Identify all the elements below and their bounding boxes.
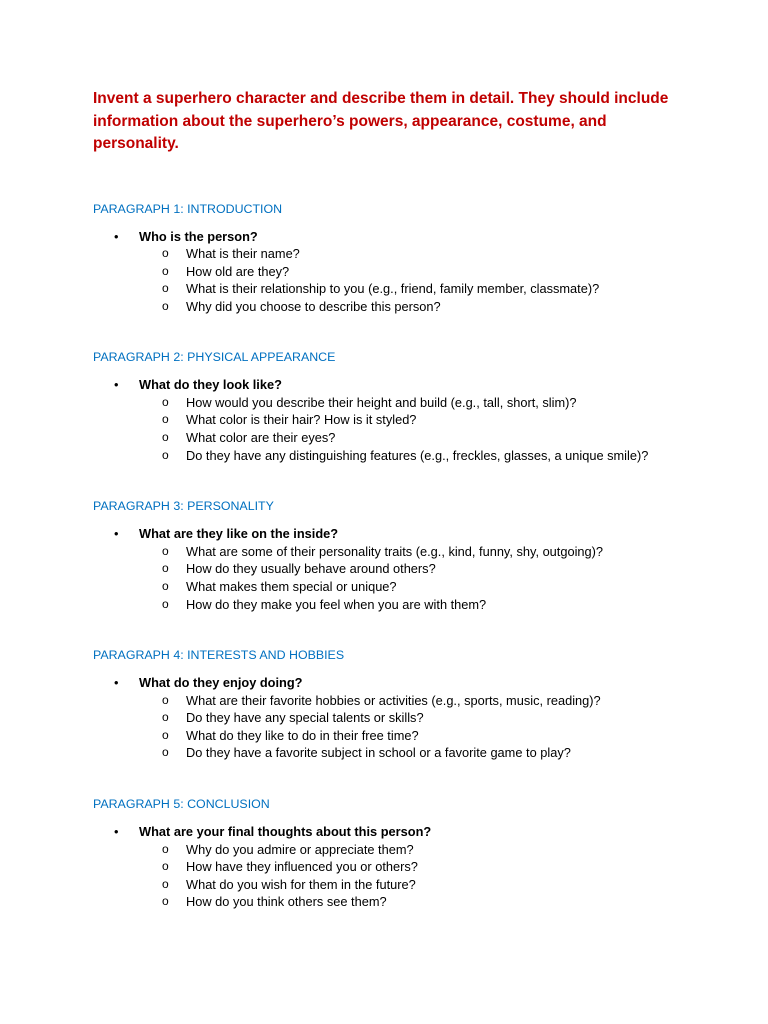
sub-question-list bbox=[93, 841, 768, 911]
sub-question-text: What is their name? bbox=[186, 246, 300, 261]
sub-question-item bbox=[93, 263, 768, 281]
sub-question-text: Do they have any distinguishing features (e.g., freckles, glasses, a unique smile)? bbox=[186, 447, 649, 463]
sub-question-text: How do you think others see them? bbox=[186, 894, 387, 910]
circle-bullet-icon: o bbox=[162, 596, 169, 611]
circle-bullet-icon: o bbox=[162, 876, 169, 891]
circle-bullet-icon: o bbox=[162, 745, 169, 760]
main-question-text: What are they like on the inside? bbox=[139, 526, 339, 542]
section-heading: PARAGRAPH 1: INTRODUCTION bbox=[93, 201, 283, 216]
sub-question-item bbox=[93, 709, 768, 727]
main-question-item bbox=[93, 228, 768, 246]
sub-question-item bbox=[93, 280, 768, 298]
paragraph-section-3 bbox=[93, 498, 768, 613]
circle-bullet-icon: o bbox=[162, 412, 169, 427]
sub-question-item bbox=[93, 411, 768, 429]
sub-question-item bbox=[93, 841, 768, 859]
sub-question-item bbox=[93, 578, 768, 596]
main-question-text: What are your final thoughts about this person? bbox=[139, 824, 432, 839]
circle-bullet-icon: o bbox=[162, 281, 169, 296]
circle-bullet-icon: o bbox=[162, 430, 169, 445]
sub-question-item bbox=[93, 692, 768, 710]
circle-bullet-icon: o bbox=[162, 841, 169, 856]
sub-question-item bbox=[93, 876, 768, 894]
sub-question-item bbox=[93, 858, 768, 876]
section-heading: PARAGRAPH 5: CONCLUSION bbox=[93, 797, 270, 811]
sub-question-text: How have they influenced you or others? bbox=[186, 859, 418, 875]
circle-bullet-icon: o bbox=[162, 263, 169, 278]
main-question-item bbox=[93, 525, 768, 543]
sub-question-item bbox=[93, 298, 768, 316]
sub-question-item bbox=[93, 560, 768, 578]
bullet-icon: • bbox=[114, 824, 119, 839]
sub-question-text: How old are they? bbox=[186, 263, 290, 279]
sub-question-text: How do they make you feel when you are with them? bbox=[186, 596, 487, 612]
circle-bullet-icon: o bbox=[162, 859, 169, 874]
paragraph-section-5 bbox=[93, 796, 768, 911]
sub-question-text: What do they like to do in their free time? bbox=[186, 727, 419, 743]
circle-bullet-icon: o bbox=[162, 561, 169, 576]
sub-question-list bbox=[93, 543, 768, 613]
circle-bullet-icon: o bbox=[162, 692, 169, 707]
circle-bullet-icon: o bbox=[162, 578, 169, 593]
circle-bullet-icon: o bbox=[162, 298, 169, 313]
bullet-icon: • bbox=[114, 675, 119, 691]
bullet-icon: • bbox=[114, 228, 119, 244]
circle-bullet-icon: o bbox=[162, 894, 169, 909]
sections-container bbox=[93, 201, 768, 911]
sub-question-list bbox=[93, 692, 768, 762]
main-question-text: Who is the person? bbox=[139, 228, 258, 244]
section-heading: PARAGRAPH 4: INTERESTS AND HOBBIES bbox=[93, 648, 345, 663]
main-question-item bbox=[93, 376, 768, 394]
section-heading: PARAGRAPH 3: PERSONALITY bbox=[93, 499, 274, 514]
sub-question-text: What is their relationship to you (e.g., friend, family member, classmate)? bbox=[186, 281, 600, 297]
paragraph-section-2 bbox=[93, 349, 768, 464]
circle-bullet-icon: o bbox=[162, 543, 169, 558]
sub-question-item bbox=[93, 727, 768, 745]
circle-bullet-icon: o bbox=[162, 710, 169, 725]
sub-question-text: How would you describe their height and build (e.g., tall, short, slim)? bbox=[186, 394, 577, 410]
paragraph-section-1 bbox=[93, 201, 768, 316]
sub-question-text: What are their favorite hobbies or activities (e.g., sports, music, reading)? bbox=[186, 692, 601, 708]
circle-bullet-icon: o bbox=[162, 246, 169, 260]
sub-question-text: What color is their hair? How is it styled? bbox=[186, 412, 417, 428]
sub-question-text: What color are their eyes? bbox=[186, 430, 336, 446]
sub-question-item bbox=[93, 893, 768, 911]
sub-question-item bbox=[93, 245, 768, 263]
sub-question-text: What do you wish for them in the future? bbox=[186, 876, 416, 892]
circle-bullet-icon: o bbox=[162, 394, 169, 409]
sub-question-text: Do they have any special talents or skills? bbox=[186, 710, 424, 726]
main-question-text: What do they enjoy doing? bbox=[139, 675, 303, 691]
circle-bullet-icon: o bbox=[162, 447, 169, 462]
sub-question-list bbox=[93, 394, 768, 464]
circle-bullet-icon: o bbox=[162, 727, 169, 742]
sub-question-text: What are some of their personality traits (e.g., kind, funny, shy, outgoing)? bbox=[186, 543, 604, 559]
bullet-icon: • bbox=[114, 377, 119, 393]
assignment-prompt: Invent a superhero character and describe them in detail. They should include information about the superhero’s powers, appearance, costume, and personality. bbox=[93, 90, 669, 152]
sub-question-text: What makes them special or unique? bbox=[186, 578, 397, 594]
main-question-text: What do they look like? bbox=[139, 377, 282, 393]
main-question-item bbox=[93, 674, 768, 692]
sub-question-text: Why do you admire or appreciate them? bbox=[186, 841, 414, 857]
sub-question-item bbox=[93, 543, 768, 561]
section-heading: PARAGRAPH 2: PHYSICAL APPEARANCE bbox=[93, 350, 336, 365]
sub-question-item bbox=[93, 596, 768, 614]
paragraph-section-4 bbox=[93, 647, 768, 762]
bullet-icon: • bbox=[114, 526, 119, 542]
sub-question-list bbox=[93, 245, 768, 315]
sub-question-item bbox=[93, 394, 768, 412]
main-question-item bbox=[93, 823, 768, 841]
sub-question-text: How do they usually behave around others? bbox=[186, 561, 436, 577]
sub-question-item bbox=[93, 744, 768, 762]
sub-question-text: Why did you choose to describe this person? bbox=[186, 298, 441, 314]
sub-question-text: Do they have a favorite subject in school or a favorite game to play? bbox=[186, 745, 571, 761]
sub-question-item bbox=[93, 447, 768, 465]
sub-question-item bbox=[93, 429, 768, 447]
